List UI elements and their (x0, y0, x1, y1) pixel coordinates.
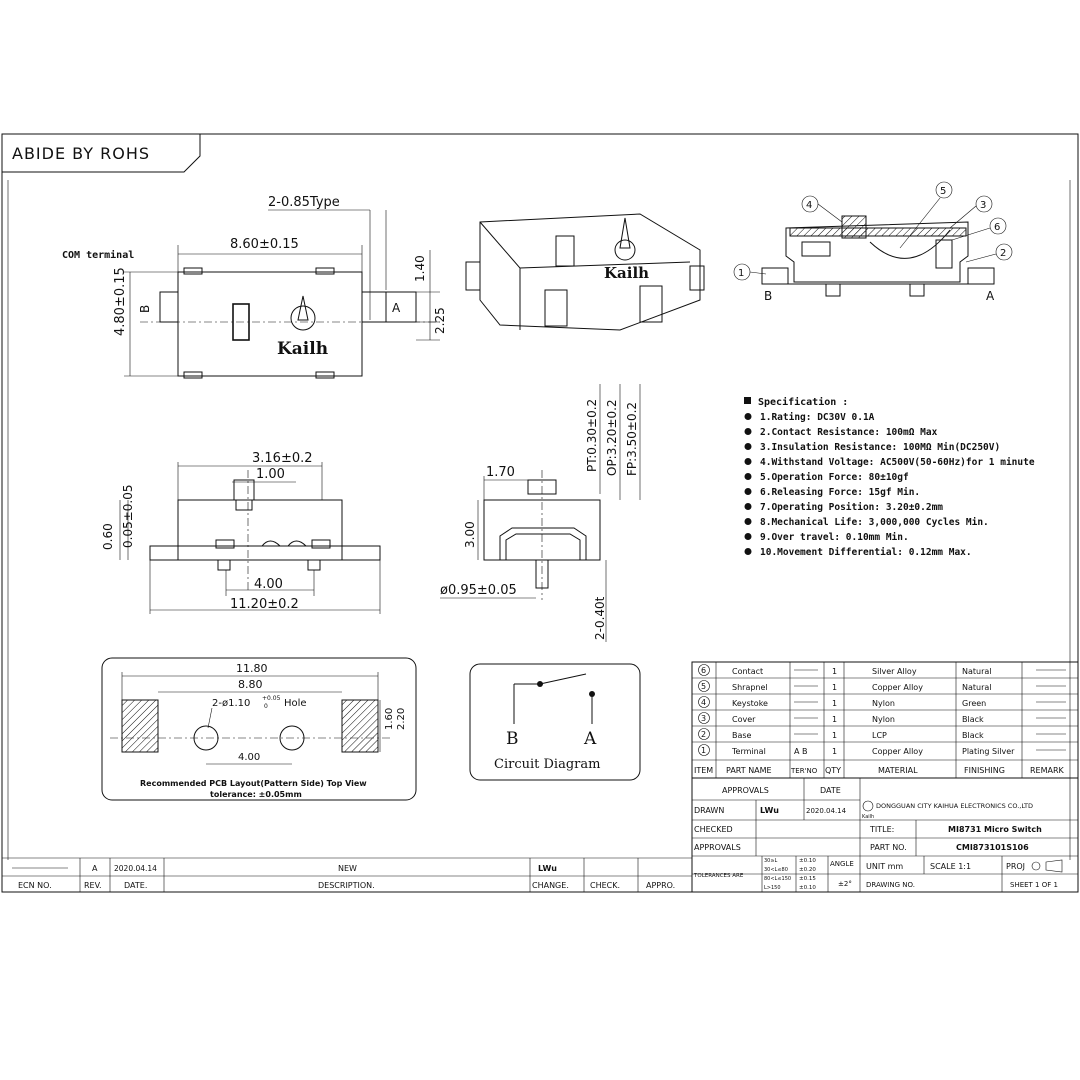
tb-tolerances: TOLERANCES ARE (694, 873, 744, 879)
bom-h-material: MATERIAL (878, 766, 918, 775)
tb-drawn-by: LWu (760, 806, 779, 815)
com-terminal-label: COM terminal (62, 250, 135, 261)
bom-name: Terminal (732, 747, 766, 756)
tb-approvals: APPROVALS (722, 786, 769, 795)
pcb-hole-tol2: 0 (264, 703, 268, 710)
tb-title: MI8731 Micro Switch (948, 825, 1042, 834)
callout-4: 4 (806, 200, 813, 211)
rev-h-rev: REV. (84, 881, 102, 890)
iso-brand: Kailh (604, 264, 650, 282)
pcb-hole-suffix: Hole (284, 698, 307, 709)
tb-drawing-no: DRAWING NO. (866, 881, 915, 889)
tb-partno-label: PART NO. (870, 843, 907, 852)
pcb-dim-5: 2.20 (396, 707, 407, 730)
bom-num: 1 (701, 746, 707, 755)
front-view (101, 451, 380, 614)
tol-range: L>150 (764, 885, 781, 891)
bom-finishing: Green (962, 699, 987, 708)
tb-proj: PROJ (1006, 862, 1026, 871)
iso-view (466, 214, 704, 330)
rev-h-date: DATE. (124, 881, 148, 890)
bom-h-qty: QTY (825, 766, 842, 775)
bom-name: Contact (732, 667, 764, 676)
circuit-caption: Circuit Diagram (494, 757, 601, 772)
bom-finishing: Natural (962, 667, 992, 676)
rev-row-rev: A (92, 864, 98, 873)
bom-num: 6 (701, 666, 707, 675)
bom-finishing: Black (962, 731, 984, 740)
projection-symbol-icon (1032, 862, 1040, 870)
spec-item: 9.Over travel: 0.10mm Min. (760, 532, 909, 543)
bom-h-ter: TER'NO (791, 767, 818, 775)
front-dim-4: 0.05±0.05 (121, 484, 135, 548)
side-dim-3: ø0.95±0.05 (440, 583, 517, 598)
spec-item: 1.Rating: DC30V 0.1A (760, 412, 875, 423)
bom-num: 2 (701, 730, 707, 739)
tol-value: ±0.15 (799, 876, 816, 882)
callout-1: 1 (738, 268, 745, 279)
rev-h-change: CHANGE. (532, 881, 569, 890)
top-view (62, 195, 447, 378)
rev-row-date: 2020.04.14 (114, 864, 157, 873)
bom-name: Keystoke (732, 699, 768, 708)
bom-num: 4 (701, 698, 707, 707)
front-dim-6: 11.20±0.2 (230, 597, 299, 612)
spec-title: Specification : (758, 397, 849, 408)
bom-finishing: Natural (962, 683, 992, 692)
bom-material: Nylon (872, 715, 895, 724)
spec-item: 5.Operation Force: 80±10gf (760, 472, 909, 483)
tb-drawn: DRAWN (694, 806, 725, 815)
bom-h-remark: REMARK (1030, 766, 1064, 775)
pcb-dim-4: 1.60 (384, 707, 395, 730)
callout-6: 6 (994, 222, 1001, 233)
tb-angle: ANGLE (830, 860, 854, 868)
spec-item: 4.Withstand Voltage: AC500V(50-60Hz)for 1 minute (760, 457, 1035, 468)
rev-h-desc: DESCRIPTION. (318, 881, 375, 890)
section-label-b: B (764, 289, 773, 303)
top-brand: Kailh (277, 339, 329, 359)
spec-bullet-icon (745, 533, 752, 540)
bom-qty: 1 (832, 747, 838, 756)
tol-range: 30≥L (764, 858, 778, 864)
tb-angle-val: ±2° (838, 880, 852, 888)
spec-bullet-icon (745, 443, 752, 450)
side-pt: PT:0.30±0.2 (585, 398, 599, 472)
section-label-a: A (986, 289, 995, 303)
pcb-tolerance: tolerance: ±0.05mm (210, 790, 302, 799)
bom-name: Shrapnel (732, 683, 768, 692)
rev-h-appro: APPRO. (646, 881, 676, 890)
bom-material: Silver Alloy (872, 667, 917, 676)
spec-bullet-icon (745, 413, 752, 420)
front-dim-5: 4.00 (254, 577, 283, 592)
bom-qty: 1 (832, 731, 838, 740)
tb-company: DONGGUAN CITY KAIHUA ELECTRONICS CO.,LTD (876, 802, 1034, 810)
section-view (734, 182, 1012, 303)
tb-title-label: TITLE: (870, 825, 895, 834)
bom-name: Base (732, 731, 752, 740)
specification (744, 396, 1035, 558)
bom-h-finishing: FINISHING (964, 766, 1005, 775)
spec-bullet-icon (745, 503, 752, 510)
bom-num: 3 (701, 714, 707, 723)
bom-material: Copper Alloy (872, 683, 923, 692)
spec-item: 8.Mechanical Life: 3,000,000 Cycles Min. (760, 517, 989, 528)
spec-bullet-icon (745, 548, 752, 555)
tb-scale: SCALE 1:1 (930, 862, 972, 871)
circuit-a: A (584, 729, 597, 749)
bom-material: LCP (872, 731, 887, 740)
pcb-hole-tol: +0.05 (262, 695, 281, 702)
callout-2: 2 (1000, 248, 1007, 259)
rev-h-check: CHECK. (590, 881, 621, 890)
bom-h-item: ITEM (694, 766, 714, 775)
tb-drawn-date: 2020.04.14 (806, 807, 847, 815)
top-label-a: A (392, 301, 401, 315)
spec-item: 2.Contact Resistance: 100mΩ Max (760, 427, 938, 438)
rev-row-desc: NEW (338, 864, 357, 873)
rev-h-ecn: ECN NO. (18, 881, 52, 890)
tol-range: 30<L≤80 (764, 867, 788, 873)
bom-num: 5 (701, 682, 707, 691)
callout-5: 5 (940, 186, 947, 197)
bom-name: Cover (732, 715, 756, 724)
spec-bullet-icon (745, 428, 752, 435)
type-dim: 2-0.85Type (268, 195, 340, 210)
spec-bullet-icon (745, 518, 752, 525)
tol-value: ±0.10 (799, 885, 816, 891)
rohs-text: ABIDE BY ROHS (12, 144, 151, 163)
pcb-dim-1: 11.80 (236, 662, 268, 675)
tb-unit: UNIT mm (866, 862, 904, 871)
side-op: OP:3.20±0.2 (605, 399, 619, 476)
tb-sheet: SHEET 1 OF 1 (1010, 881, 1058, 889)
bom-qty: 1 (832, 715, 838, 724)
side-dim-4: 2-0.40t (593, 596, 607, 640)
tol-range: 80<L≤150 (764, 876, 792, 882)
pcb-caption: Recommended PCB Layout(Pattern Side) Top View (140, 779, 367, 788)
side-dim-1: 1.70 (486, 465, 515, 480)
spec-bullet-icon (745, 458, 752, 465)
front-dim-2: 1.00 (256, 467, 285, 482)
spec-bullet-icon (745, 488, 752, 495)
spec-item: 10.Movement Differential: 0.12mm Max. (760, 547, 972, 558)
width-dim: 8.60±0.15 (230, 237, 299, 252)
front-dim-1: 3.16±0.2 (252, 451, 313, 466)
tb-approvals2: APPROVALS (694, 843, 741, 852)
spec-item: 6.Releasing Force: 15gf Min. (760, 487, 921, 498)
circuit-diagram (470, 664, 640, 780)
pcb-hole-label: 2-ø1.10 (212, 698, 251, 709)
top-label-b: B (138, 304, 152, 313)
side-view (440, 384, 640, 642)
spec-item: 7.Operating Position: 3.20±0.2mm (760, 502, 944, 513)
tb-logo: Kailh (862, 814, 875, 820)
tb-partno: CMI873101S106 (956, 843, 1029, 852)
pcb-dim-3: 4.00 (238, 752, 261, 763)
side-fp: FP:3.50±0.2 (625, 401, 639, 476)
pcb-layout (102, 658, 416, 800)
bom-finishing: Plating Silver (962, 747, 1015, 756)
rohs-badge (2, 134, 200, 172)
tol-value: ±0.10 (799, 858, 816, 864)
rev-row-change: LWu (538, 864, 557, 873)
bom-qty: 1 (832, 667, 838, 676)
callout-3: 3 (980, 200, 987, 211)
bom-material: Copper Alloy (872, 747, 923, 756)
spec-item: 3.Insulation Resistance: 100MΩ Min(DC250V) (760, 442, 1001, 453)
circuit-b: B (506, 729, 519, 749)
bom-table (692, 662, 1078, 778)
h2-dim: 2.25 (433, 307, 447, 334)
bom-qty: 1 (832, 699, 838, 708)
bom-h-part: PART NAME (726, 766, 772, 775)
height-dim: 4.80±0.15 (113, 267, 128, 336)
bom-material: Nylon (872, 699, 895, 708)
tol-value: ±0.20 (799, 867, 816, 873)
bom-finishing: Black (962, 715, 984, 724)
title-block (692, 778, 1078, 892)
revision-table (2, 858, 692, 892)
company-logo-icon (863, 801, 873, 811)
tb-date: DATE (820, 786, 841, 795)
spec-bullet-icon (745, 473, 752, 480)
front-dim-3: 0.60 (101, 523, 115, 550)
bom-ref: A B (794, 747, 808, 756)
side-dim-2: 3.00 (463, 521, 477, 548)
bom-qty: 1 (832, 683, 838, 692)
pcb-dim-2: 8.80 (238, 678, 263, 691)
pcb-pad-right (342, 700, 378, 752)
h1-dim: 1.40 (413, 255, 427, 282)
tb-checked: CHECKED (694, 825, 733, 834)
pcb-pad-left (122, 700, 158, 752)
